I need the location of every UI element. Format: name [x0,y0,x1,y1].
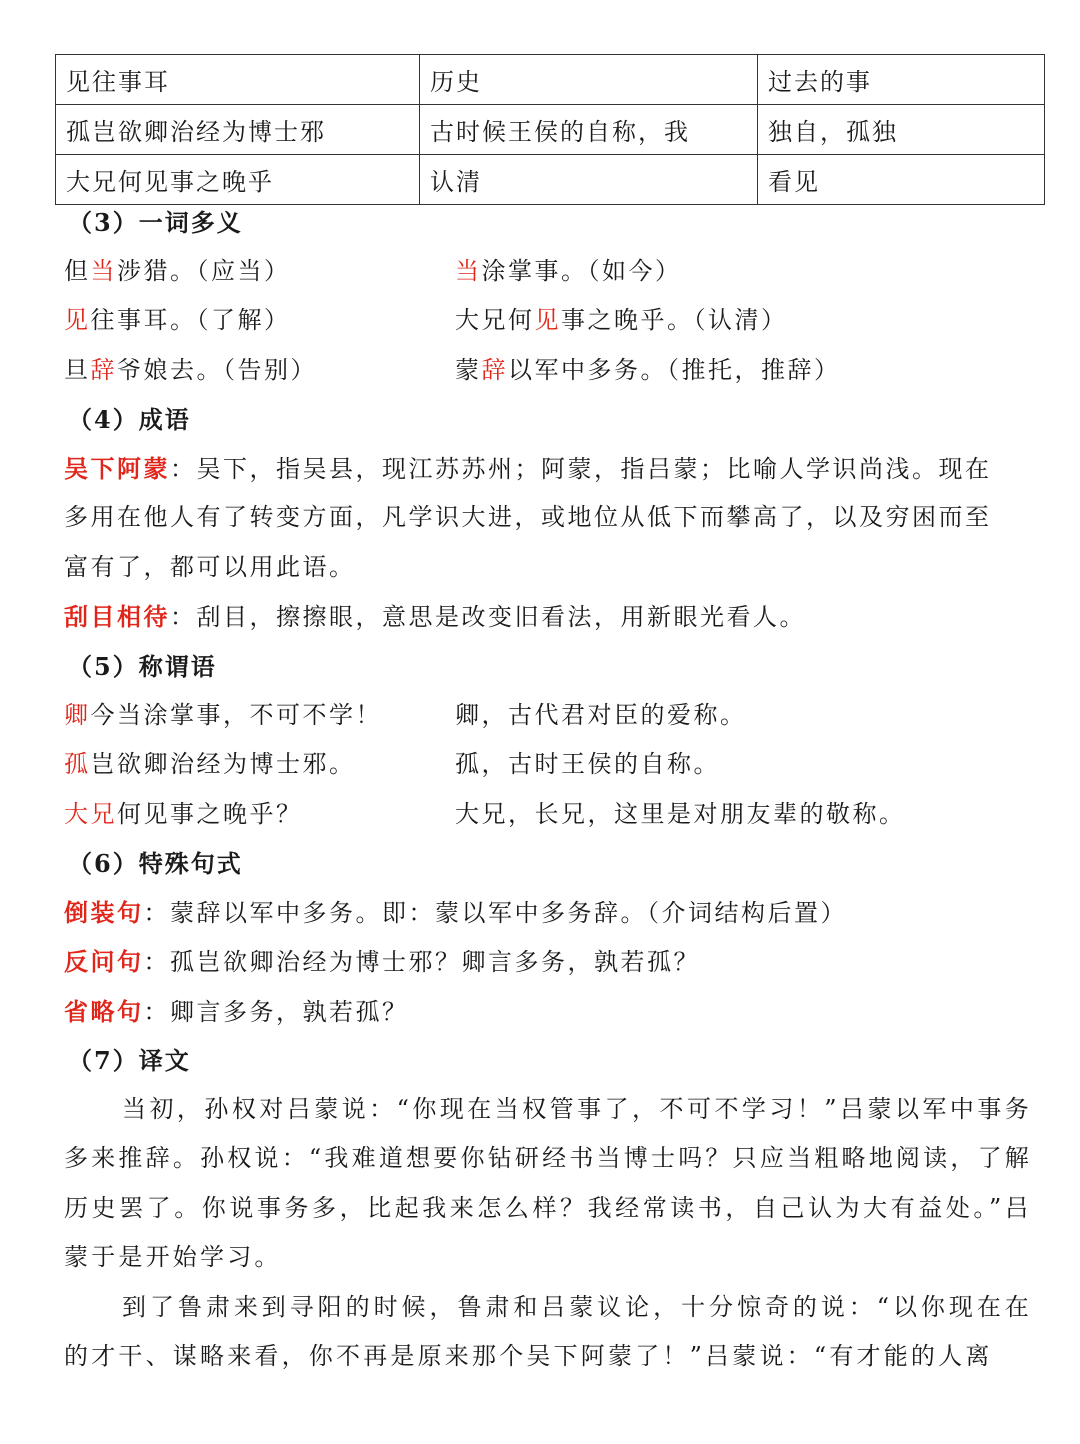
text: ：吴下，指吴县，现江苏苏州；阿蒙，指吕蒙；比喻人学识尚浅。现在 [170,455,992,483]
idiom-line: 富有了，都可以用此语。 [64,552,356,581]
table-cell: 见往事耳 [56,55,420,105]
polysemy-right [455,346,841,395]
text: 事之晚乎。（认清） [561,306,788,335]
table-cell: 孤岂欲卿治经为博士邪 [56,105,420,155]
text: 往事耳。（了解） [90,306,291,335]
key-char: 辞 [90,355,117,384]
key-word: 卿 [64,701,91,729]
key-char: 见 [64,306,91,335]
section-translation [64,1036,1032,1381]
appellation-example [64,790,455,839]
polysemy-left [64,247,455,296]
appellation-note: 大兄，长兄，这里是对朋友辈的敬称。 [455,799,906,828]
text: 大兄何 [455,306,535,335]
key-char: 辞 [481,355,508,384]
section-heading: （7）译文 [68,1046,191,1075]
text: 旦 [64,355,91,384]
table-cell: 古时候王侯的自称，我 [420,105,758,155]
text: ：刮目，擦擦眼，意思是改变旧看法，用新眼光看人。 [170,603,806,632]
polysemy-left [64,296,455,345]
sentence-line [64,987,1039,1036]
section-heading: （4）成语 [68,405,191,434]
text: 涂掌事。（如今） [481,257,682,285]
translation-paragraph: 到了鲁肃来到寻阳的时候，鲁肃和吕蒙议论，十分惊奇的说：“以你现在在的才干、谋略来看，你不再是原来那个吴下阿蒙了！”吕蒙说：“有才能的人离 [64,1292,1032,1371]
section-polysemy [64,198,1039,395]
text: 涉猎。（应当） [117,257,291,285]
appellation-example [64,740,455,789]
appellation-row [64,790,1039,839]
idiom-line: 多用在他人有了转变方面，凡学识大进，或地位从低下而攀高了，以及穷困而至 [64,503,992,532]
sentence-type: 省略句 [64,996,144,1026]
appellation-note: 孤，古时王侯的自称。 [455,750,720,779]
section-heading: （5）称谓语 [68,652,217,681]
text: 岂欲卿治经为博士邪。 [90,750,356,779]
table-row [56,55,1045,105]
text: ：孤岂欲卿治经为博士邪？卿言多务，孰若孤？ [143,948,700,977]
table-row [56,155,1045,205]
section-special-sentences [64,839,1039,1036]
section-idioms [64,395,1039,642]
key-char: 见 [534,306,561,335]
appellation-note: 卿，古代君对臣的爱称。 [455,701,747,729]
text: 以军中多务。（推托，推辞） [508,355,841,384]
text: ：卿言多务，孰若孤？ [143,997,409,1026]
appellation-row [64,691,1039,740]
appellation-example [64,691,455,740]
key-word: 大兄 [64,799,117,828]
table-row [56,105,1045,155]
idiom-term: 刮目相待 [64,602,170,632]
idiom-line [64,592,1039,641]
vocab-table [55,54,1045,205]
section-heading: （6）特殊句式 [68,849,243,878]
text: ：蒙辞以军中多务。即：蒙以军中多务辞。（介词结构后置） [143,899,847,927]
polysemy-left [64,346,455,395]
table-cell: 认清 [420,155,758,205]
idiom-line [64,444,1039,493]
table-cell: 独自，孤独 [758,105,1045,155]
polysemy-row [64,247,1039,296]
sentence-line [64,937,1039,986]
key-char: 当 [90,257,117,285]
table-cell: 大兄何见事之晚乎 [56,155,420,205]
text: 今当涂掌事，不可不学！ [90,701,382,729]
text: 何见事之晚乎？ [117,799,303,828]
section-heading: （3）一词多义 [68,208,243,237]
sentence-line [64,888,1039,937]
key-char: 当 [455,257,482,285]
table-cell: 过去的事 [758,55,1045,105]
table-cell: 看见 [758,155,1045,205]
polysemy-row [64,346,1039,395]
polysemy-right [455,296,788,345]
polysemy-row [64,296,1039,345]
appellation-row [64,740,1039,789]
text: 爷娘去。（告别） [117,355,317,384]
text: 蒙 [455,355,482,384]
translation-paragraph: 当初，孙权对吕蒙说：“你现在当权管事了，不可不学习！”吕蒙以军中事务多来推辞。孙权说：“我难道想要你钻研经书当博士吗？只应当粗略地阅读，了解历史罢了。你说事务多，比起我来怎么样？我经常读书，自己认为大有益处。”吕蒙于是开始学习。 [64,1095,1032,1272]
idiom-term: 吴下阿蒙 [64,454,170,483]
sentence-type: 倒装句 [64,898,144,927]
table-cell: 历史 [420,55,758,105]
sentence-type: 反问句 [64,947,144,977]
key-word: 孤 [64,750,91,779]
text: 但 [64,257,91,285]
polysemy-right [455,247,682,296]
section-appellations [64,642,1039,839]
